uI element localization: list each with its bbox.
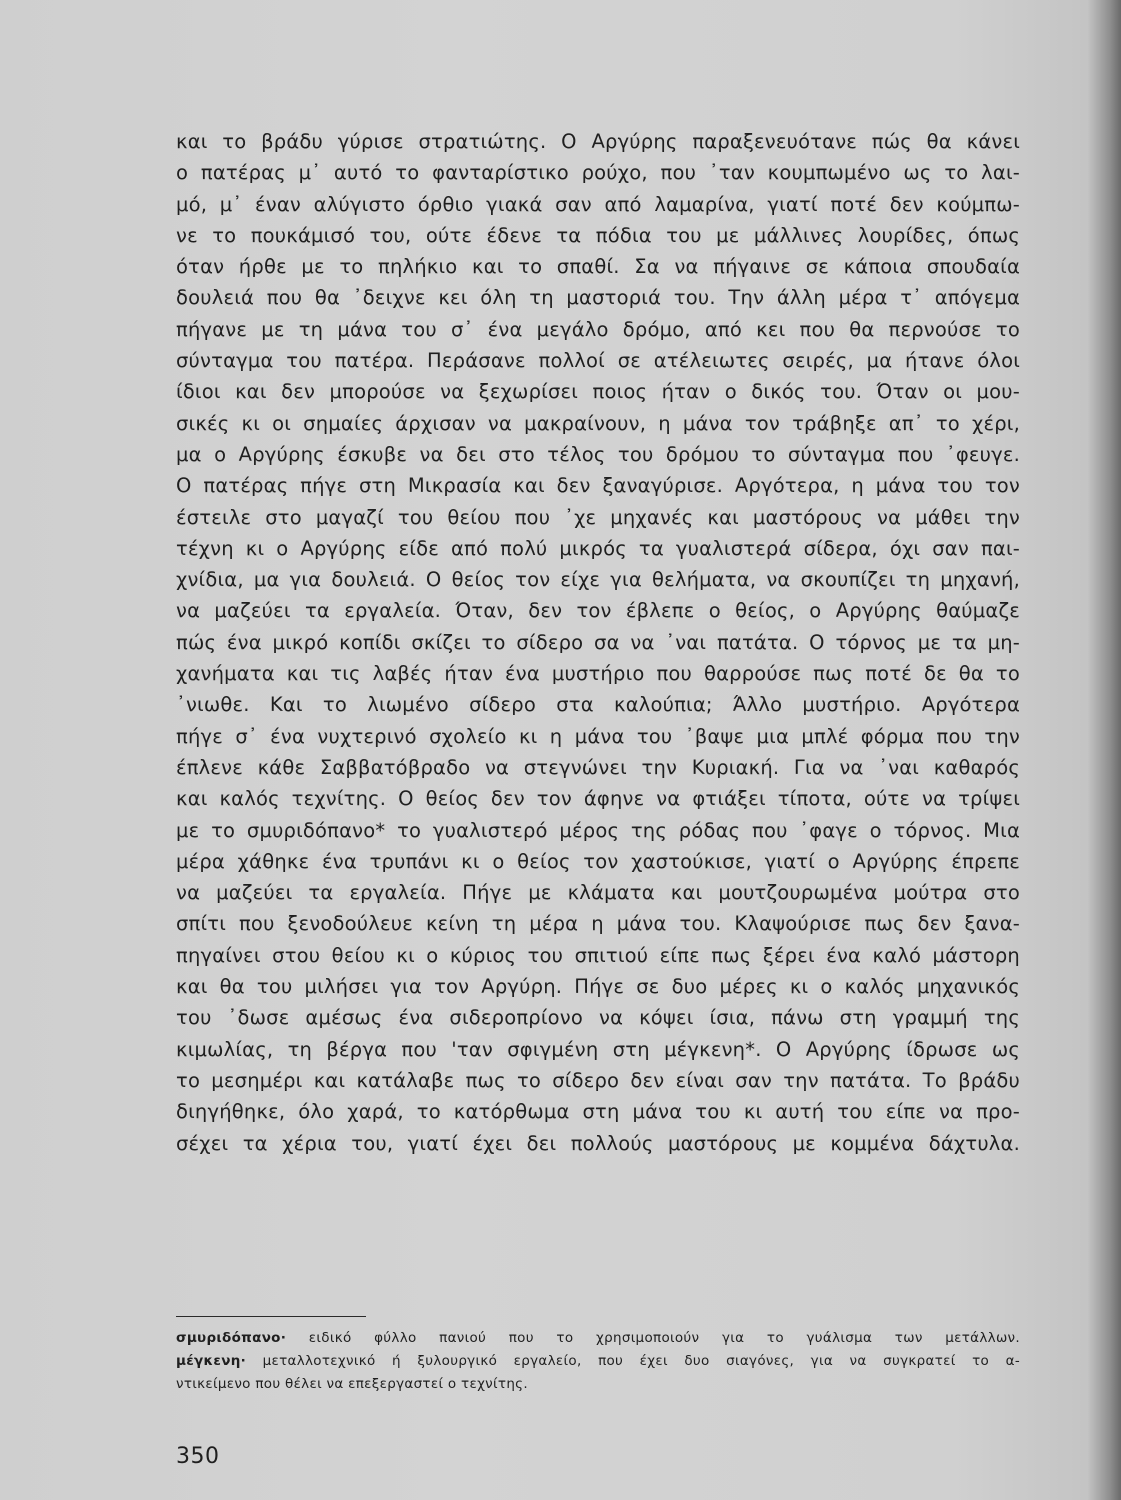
text-line: χνίδια, μα για δουλειά. Ο θείος τον είχε για θελήματα, να σκουπίζει τη μηχανή, xyxy=(176,568,1020,592)
footnote-term: σμυριδόπανο· xyxy=(176,1330,287,1346)
text-line: Ο πατέρας πήγε στη Μικρασία και δεν ξαναγύρισε. Αργότερα, η μάνα του τον xyxy=(176,474,1020,498)
text-line: δουλειά που θα ᾽δειχνε κει όλη τη μαστοριά του. Την άλλη μέρα τ᾽ απόγεμα xyxy=(176,286,1020,310)
footnote-term: μέγκενη· xyxy=(176,1353,247,1369)
footnote-2 xyxy=(176,1350,1020,1373)
main-text xyxy=(176,126,1020,1159)
text-line: νε το πουκάμισό του, ούτε έδενε τα πόδια του με μάλλινες λουρίδες, όπως xyxy=(176,223,1020,247)
footnote-definition: ειδικό φύλλο πανιού που το χρησιμοποιούν για το γυάλισμα των μετάλλων. xyxy=(286,1330,1020,1346)
text-line: χανήματα και τις λαβές ήταν ένα μυστήριο που θαρρούσε πως ποτέ δε θα το xyxy=(176,662,1020,686)
text-line: διηγήθηκε, όλο χαρά, το κατόρθωμα στη μάνα του κι αυτή του είπε να προ- xyxy=(176,1100,1020,1124)
text-line: να μαζεύει τα εργαλεία. Όταν, δεν τον έβλεπε ο θείος, ο Αργύρης θαύμαζε xyxy=(176,599,1020,623)
text-line: τέχνη κι ο Αργύρης είδε από πολύ μικρός τα γυαλιστερά σίδερα, όχι σαν παι- xyxy=(176,536,1020,560)
text-line: σικές κι οι σημαίες άρχισαν να μακραίνουν, η μάνα τον τράβηξε απ᾽ το χέρι, xyxy=(176,411,1020,435)
text-line: ο πατέρας μ᾽ αυτό το φανταρίστικο ρούχο, που ᾽ταν κουμπωμένο ως το λαι- xyxy=(176,161,1020,185)
text-line: του ᾽δωσε αμέσως ένα σιδεροπρίονο να κόψει ίσια, πάνω στη γραμμή της xyxy=(176,1006,1020,1030)
text-line: ίδιοι και δεν μπορούσε να ξεχωρίσει ποιος ήταν ο δικός του. Όταν οι μου- xyxy=(176,380,1020,404)
text-line: όταν ήρθε με το πηλήκιο και το σπαθί. Σα να πήγαινε σε κάποια σπουδαία xyxy=(176,255,1020,279)
footnotes xyxy=(176,1327,1020,1396)
text-line: και το βράδυ γύρισε στρατιώτης. Ο Αργύρης παραξενευότανε πώς θα κάνει xyxy=(176,130,1020,153)
text-line: να μαζεύει τα εργαλεία. Πήγε με κλάματα και μουτζουρωμένα μούτρα στο xyxy=(176,881,1020,905)
text-line: ᾽νιωθε. Και το λιωμένο σίδερο στα καλούπια; Άλλο μυστήριο. Αργότερα xyxy=(176,693,1020,717)
text-line: μό, μ᾽ έναν αλύγιστο όρθιο γιακά σαν από λαμαρίνα, γιατί ποτέ δεν κούμπω- xyxy=(176,192,1020,216)
text-line: μα ο Αργύρης έσκυβε να δει στο τέλος του δρόμου το σύνταγμα που ᾽φευγε. xyxy=(176,442,1020,466)
text-line: σπίτι που ξενοδούλευε κείνη τη μέρα η μάνα του. Κλαψούρισε πως δεν ξανα- xyxy=(176,912,1020,936)
footnote-definition: μεταλλοτεχνικό ή ξυλουργικό εργαλείο, που έχει δυο σιαγόνες, για να συγκρατεί το α- xyxy=(246,1353,1020,1369)
text-line: μέρα χάθηκε ένα τρυπάνι κι ο θείος τον χαστούκισε, γιατί ο Αργύρης έπρεπε xyxy=(176,849,1020,873)
text-line: σέχει τα χέρια του, γιατί έχει δει πολλούς μαστόρους με κομμένα δάχτυλα. xyxy=(176,1131,1020,1155)
footnote-divider xyxy=(176,1316,366,1317)
page-number: 350 xyxy=(176,1444,220,1469)
text-line: κιμωλίας, τη βέργα που 'ταν σφιγμένη στη μέγκενη*. Ο Αργύρης ίδρωσε ως xyxy=(176,1037,1020,1061)
text-line: πώς ένα μικρό κοπίδι σκίζει το σίδερο σα να ᾽ναι πατάτα. Ο τόρνος με τα μη- xyxy=(176,630,1020,654)
text-line: πηγαίνει στου θείου κι ο κύριος του σπιτιού είπε πως ξέρει ένα καλό μάστορη xyxy=(176,943,1020,967)
text-line: πήγε σ᾽ ένα νυχτερινό σχολείο κι η μάνα του ᾽βαψε μια μπλέ φόρμα που την xyxy=(176,724,1020,748)
text-line: το μεσημέρι και κατάλαβε πως το σίδερο δεν είναι σαν την πατάτα. Το βράδυ xyxy=(176,1068,1020,1092)
footnote-1 xyxy=(176,1327,1020,1350)
text-line: έστειλε στο μαγαζί του θείου που ᾽χε μηχανές και μαστόρους να μάθει την xyxy=(176,505,1020,529)
text-line: και καλός τεχνίτης. Ο θείος δεν τον άφηνε να φτιάξει τίποτα, ούτε να τρίψει xyxy=(176,787,1020,811)
text-line: με το σμυριδόπανο* το γυαλιστερό μέρος της ρόδας που ᾽φαγε ο τόρνος. Μια xyxy=(176,818,1020,842)
footnote-2-continuation: ντικείμενο που θέλει να επεξεργαστεί ο τεχνίτης. xyxy=(176,1376,528,1392)
text-line: πήγανε με τη μάνα του σ᾽ ένα μεγάλο δρόμο, από κει που θα περνούσε το xyxy=(176,317,1020,341)
text-line: και θα του μιλήσει για τον Αργύρη. Πήγε σε δυο μέρες κι ο καλός μηχανικός xyxy=(176,975,1020,999)
text-line: έπλενε κάθε Σαββατόβραδο να στεγνώνει την Κυριακή. Για να ᾽ναι καθαρός xyxy=(176,755,1020,779)
text-line: σύνταγμα του πατέρα. Περάσανε πολλοί σε ατέλειωτες σειρές, μα ήτανε όλοι xyxy=(176,349,1020,373)
